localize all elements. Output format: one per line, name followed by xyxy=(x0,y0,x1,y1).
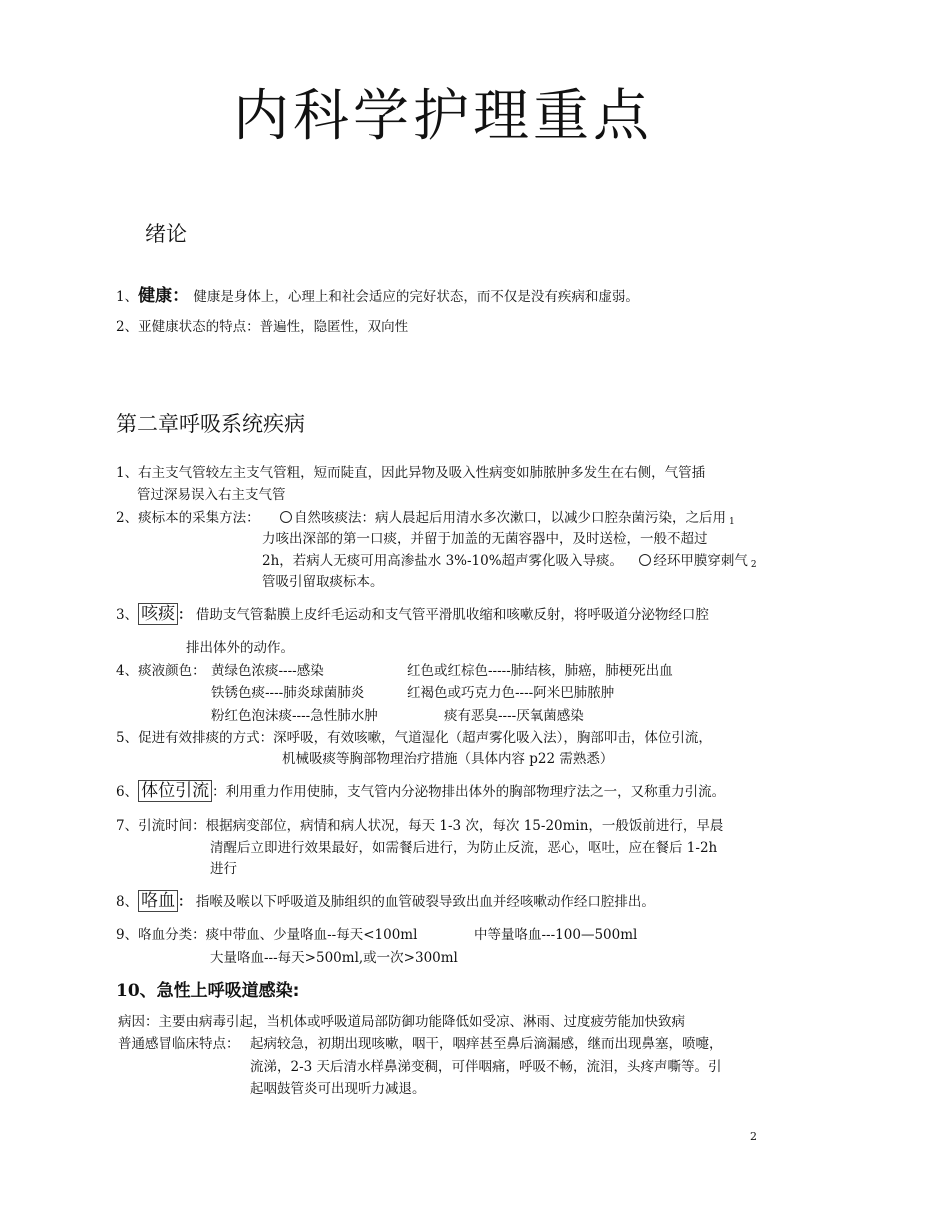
sputum-color-3: 铁锈色痰----肺炎球菌肺炎 xyxy=(211,685,365,701)
circle-bullet-icon xyxy=(639,554,651,566)
common-cold-line-2: 流涕，2-3 天后清水样鼻涕变稠，可伴咽痛，呼吸不畅，流泪，头疼声嘶等。引 xyxy=(250,1059,722,1075)
item-2-line-4: 管吸引留取痰标本。 xyxy=(262,574,384,590)
footnote-mark: 1 xyxy=(729,517,735,527)
item-2-line-1: 自然咳痰法：病人晨起后用清水多次漱口，以减少口腔杂菌污染，之后用 $_1$ xyxy=(278,508,735,532)
term-postural-drainage: 体位引流 xyxy=(138,780,212,802)
common-cold-line-1: 起病较急，初期出现咳嗽，咽干，咽痒甚至鼻后滴漏感，继而出现鼻塞，喷嚏， xyxy=(250,1036,723,1052)
item-9-moderate: 中等量咯血---100—500ml xyxy=(474,927,638,943)
sputum-color-5: 粉红色泡沫痰----急性肺水肿 xyxy=(211,708,378,724)
item-1-line-2: 管过深易误入右主支气管 xyxy=(137,487,286,503)
common-cold-label: 普通感冒临床特点： xyxy=(118,1036,240,1052)
sputum-color-4: 红褐色或巧克力色----阿米巴肺脓肿 xyxy=(407,685,615,701)
item-1-line-1: 1、右主支气管较左主支气管粗，短而陡直，因此异物及吸入性病变如肺脓肿多发生在右侧，气管插 xyxy=(116,465,706,481)
item-7-line-2: 清醒后立即进行效果最好，如需餐后进行，为防止反流，恶心，呕吐，应在餐后 1-2h xyxy=(210,840,718,856)
sputum-color-6: 痰有恶臭----厌氧菌感染 xyxy=(444,708,584,724)
circle-bullet-icon xyxy=(280,511,292,523)
sputum-color-2: 红色或红棕色-----肺结核，肺癌，肺梗死出血 xyxy=(407,663,673,679)
intro-item-2: 2、亚健康状态的特点：普遍性，隐匿性，双向性 xyxy=(116,319,409,335)
item-7-line-3: 进行 xyxy=(210,861,237,877)
item-2-label: 2、痰标本的采集方法： xyxy=(116,510,260,526)
term-sputum: 咳痰 xyxy=(138,603,178,625)
item-2-line-2: 力咳出深部的第一口痰，并留于加盖的无菌容器中，及时送检，一般不超过 xyxy=(262,531,708,547)
item-2-line-3: 2h，若病人无痰可用高渗盐水 3%-10%超声雾化吸入导痰。 经环甲膜穿刺气 $_2$ xyxy=(262,553,757,570)
intro-item-1 xyxy=(116,286,639,307)
item-5-line-2: 机械吸痰等胸部物理治疗措施（具体内容 p22 需熟悉） xyxy=(282,751,614,767)
item-8: 8、 咯血 ： 指喉及喉以下呼吸道及肺组织的血管破裂导致出血并经咳嗽动作经口腔排出。 xyxy=(116,891,655,911)
item-5-line-1: 5、促进有效排痰的方式：深呼吸，有效咳嗽，气道湿化（超声雾化吸入法），胸部叩击，体位引流， xyxy=(116,730,712,746)
item-number: 1、 xyxy=(116,289,139,305)
item-10-heading: 10、急性上呼吸道感染: xyxy=(116,981,300,1001)
section-heading-intro: 绪论 xyxy=(145,222,187,246)
footnote-mark: 2 xyxy=(750,560,757,570)
item-3-line-2: 排出体外的动作。 xyxy=(186,640,294,656)
page-number: 2 xyxy=(750,1130,757,1143)
term-health: 健康： xyxy=(138,286,190,306)
item-3-line-1: 3、 咳痰 ： 借助支气管黏膜上皮纤毛运动和支气管平滑肌收缩和咳嗽反射，将呼吸道分泌物经口腔 xyxy=(116,604,709,624)
item-6: 6、 体位引流 ：利用重力作用使肺，支气管内分泌物排出体外的胸部物理疗法之一，又称重力引流。 xyxy=(116,781,726,801)
item-text: 健康是身体上，心理上和社会适应的完好状态，而不仅是没有疾病和虚弱。 xyxy=(193,289,639,305)
item-9-line-1: 9、咯血分类：痰中带血、少量咯血--每天<100ml xyxy=(116,927,418,943)
item-7-line-1: 7、引流时间：根据病变部位，病情和病人状况，每天 1-3 次，每次 15-20min，一般饭前进行，早晨 xyxy=(116,818,724,834)
item-4-label: 4、痰液颜色： xyxy=(116,663,206,679)
document-title: 内科学护理重点 xyxy=(233,84,653,149)
item-9-line-2: 大量咯血---每天>500ml,或一次>300ml xyxy=(210,950,458,966)
cause-line: 病因：主要由病毒引起，当机体或呼吸道局部防御功能降低如受凉、淋雨、过度疲劳能加快致病 xyxy=(118,1014,685,1030)
term-hemoptysis: 咯血 xyxy=(138,890,178,912)
common-cold-line-3: 起咽鼓管炎可出现听力减退。 xyxy=(250,1081,426,1097)
sputum-color-1: 黄绿色浓痰----感染 xyxy=(211,663,324,679)
chapter-heading: 第二章呼吸系统疾病 xyxy=(116,412,305,436)
